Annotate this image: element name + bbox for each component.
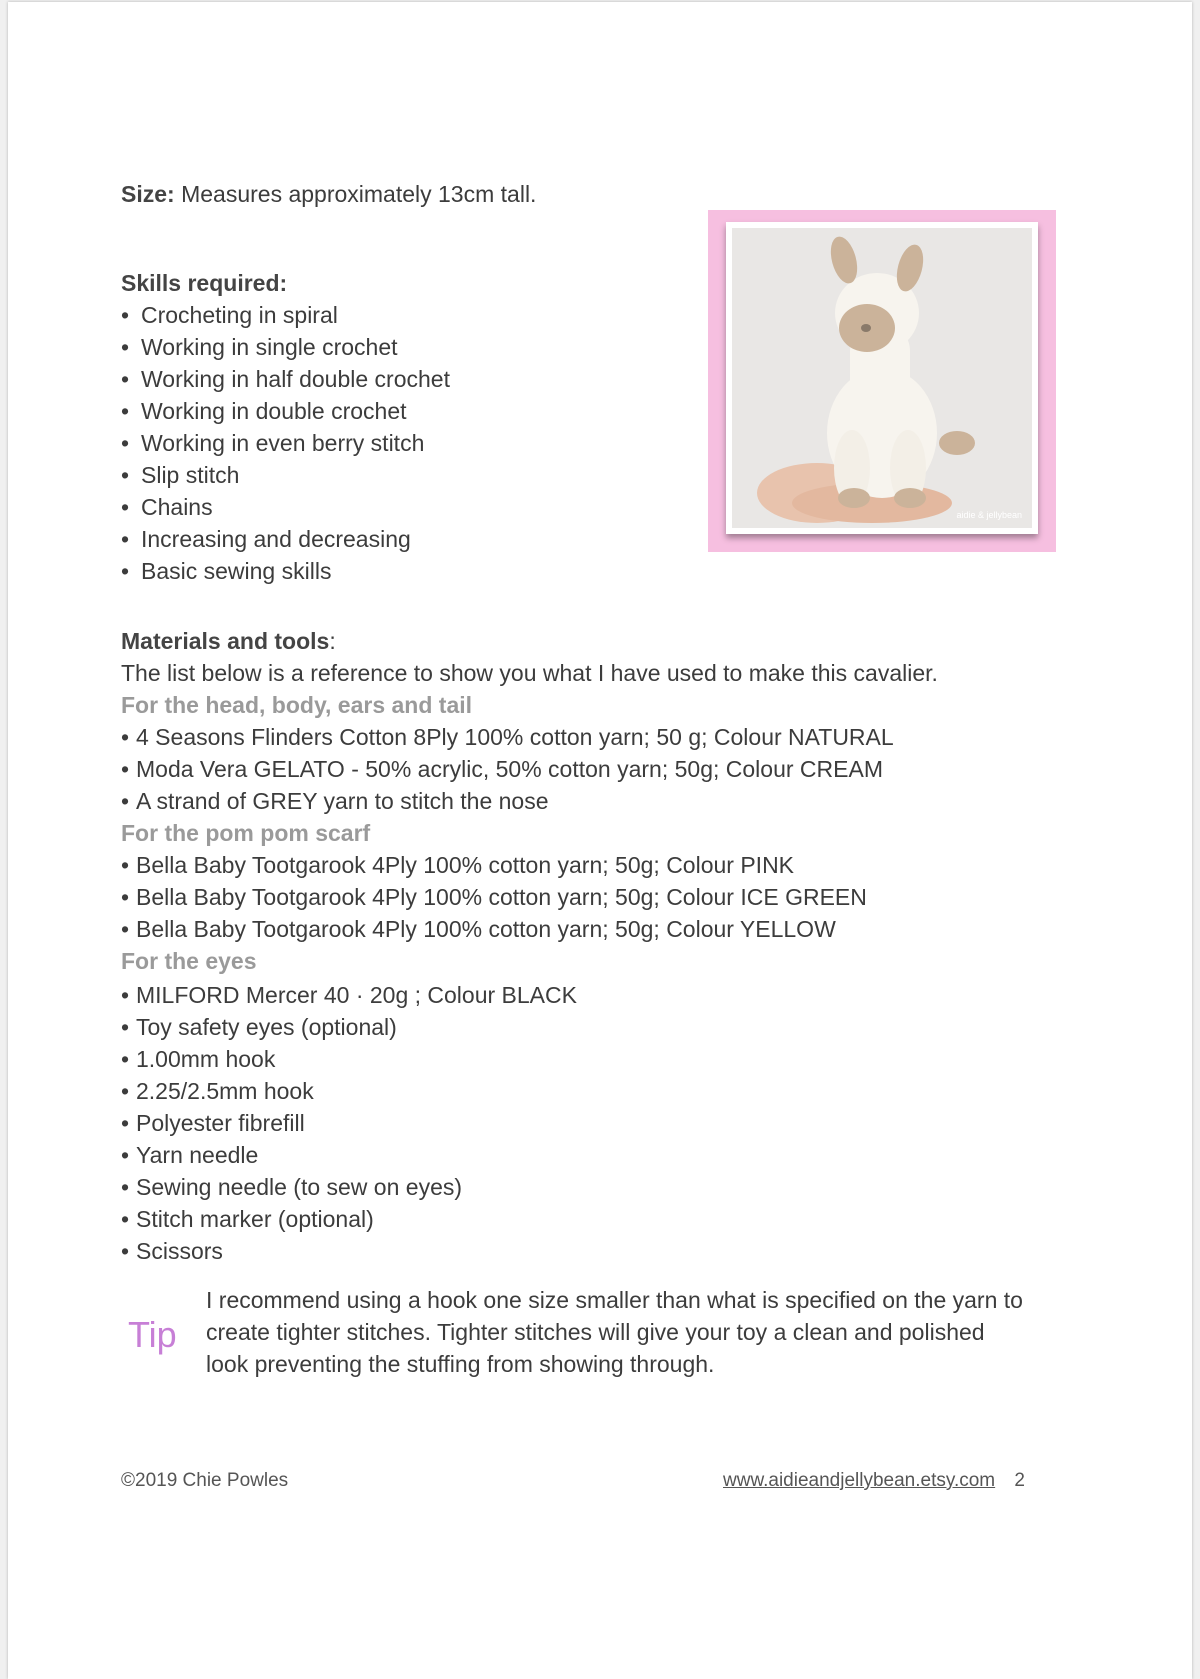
materials-heading-colon: :: [329, 628, 336, 654]
list-item: [121, 721, 938, 753]
size-label: Size:: [121, 181, 175, 207]
tip-label: Tip: [128, 1314, 177, 1355]
bullet-icon: •: [121, 788, 130, 814]
skills-list: [121, 299, 450, 587]
materials-group2-list: [121, 849, 938, 945]
list-item-text: Bella Baby Tootgarook 4Ply 100% cotton yarn; 50g; Colour ICE GREEN: [136, 884, 867, 910]
materials-group1-heading: For the head, body, ears and tail: [121, 692, 473, 718]
list-item: [121, 1171, 938, 1203]
product-photo-frame: [708, 210, 1056, 552]
product-photo-mat: [726, 222, 1038, 534]
list-item: [121, 881, 938, 913]
bullet-icon: •: [121, 1078, 130, 1104]
bullet-icon: •: [121, 1110, 130, 1136]
photo-watermark: aidie & jellybean: [956, 510, 1022, 520]
footer-copyright: ©2019 Chie Powles: [121, 1470, 289, 1491]
bullet-icon: •: [121, 756, 130, 782]
size-line: [121, 178, 536, 210]
bullet-icon: •: [121, 334, 130, 360]
materials-group3-list: [121, 979, 938, 1267]
list-item-text: Working in single crochet: [141, 334, 398, 360]
list-item-text: Slip stitch: [141, 462, 240, 488]
list-item: [121, 1107, 938, 1139]
tip-text: I recommend using a hook one size smaller than what is specified on the yarn to create tighter stitches. Tighter stitches will give your toy a clean and polished look preventing the stuffing from showing through.: [206, 1287, 1023, 1377]
list-item: [121, 1043, 938, 1075]
list-item-text: Bella Baby Tootgarook 4Ply 100% cotton yarn; 50g; Colour PINK: [136, 852, 795, 878]
materials-group3-heading: For the eyes: [121, 948, 257, 974]
list-item: [121, 491, 450, 523]
skills-heading: Skills required:: [121, 270, 288, 296]
bullet-icon: •: [121, 366, 130, 392]
bullet-icon: •: [121, 1142, 130, 1168]
footer-website-link[interactable]: www.aidieandjellybean.etsy.com: [723, 1470, 996, 1491]
bullet-icon: •: [121, 526, 130, 552]
list-item: [121, 753, 938, 785]
materials-section: [121, 625, 938, 1267]
bullet-icon: •: [121, 1014, 130, 1040]
bullet-icon: •: [121, 884, 130, 910]
list-item-text: 4 Seasons Flinders Cotton 8Ply 100% cotton yarn; 50 g; Colour NATURAL: [136, 724, 894, 750]
list-item: [121, 331, 450, 363]
bullet-icon: •: [121, 494, 130, 520]
skills-section: [121, 267, 450, 587]
bullet-icon: •: [121, 1206, 130, 1232]
list-item: [121, 299, 450, 331]
bullet-icon: •: [121, 982, 130, 1008]
list-item: [121, 979, 938, 1011]
list-item-text: Scissors: [136, 1238, 223, 1264]
page-number: 2: [1014, 1470, 1025, 1491]
list-item: [121, 523, 450, 555]
materials-heading: Materials and tools: [121, 628, 330, 654]
bullet-icon: •: [121, 1174, 130, 1200]
materials-group1-list: [121, 721, 938, 817]
list-item-text: Working in double crochet: [141, 398, 407, 424]
bullet-icon: •: [121, 916, 130, 942]
list-item: [121, 1011, 938, 1043]
list-item: [121, 1075, 938, 1107]
list-item-text: 1.00mm hook: [136, 1046, 276, 1072]
list-item-text: Toy safety eyes (optional): [136, 1014, 397, 1040]
list-item-text: Basic sewing skills: [141, 558, 332, 584]
list-item: [121, 395, 450, 427]
llama-amigurumi-photo: [732, 228, 1032, 528]
list-item: [121, 555, 450, 587]
list-item-text: A strand of GREY yarn to stitch the nose: [136, 788, 549, 814]
list-item-text: Increasing and decreasing: [141, 526, 411, 552]
list-item-text: Chains: [141, 494, 213, 520]
list-item: [121, 913, 938, 945]
list-item-text: 2.25/2.5mm hook: [136, 1078, 314, 1104]
list-item-text: Polyester fibrefill: [136, 1110, 305, 1136]
list-item: [121, 427, 450, 459]
materials-intro: The list below is a reference to show you what I have used to make this cavalier.: [121, 660, 938, 686]
list-item: [121, 459, 450, 491]
bullet-icon: •: [121, 1046, 130, 1072]
bullet-icon: •: [121, 852, 130, 878]
list-item: [121, 363, 450, 395]
bullet-icon: •: [121, 398, 130, 424]
list-item-text: Sewing needle (to sew on eyes): [136, 1174, 463, 1200]
list-item-text: MILFORD Mercer 40 · 20g ; Colour BLACK: [136, 982, 577, 1008]
list-item: [121, 1139, 938, 1171]
materials-group2-heading: For the pom pom scarf: [121, 820, 371, 846]
list-item: [121, 785, 938, 817]
document-page: [8, 2, 1192, 1679]
list-item-text: Yarn needle: [136, 1142, 259, 1168]
materials-heading-line: [121, 625, 938, 657]
bullet-icon: •: [121, 302, 130, 328]
list-item-text: Stitch marker (optional): [136, 1206, 374, 1232]
bullet-icon: •: [121, 462, 130, 488]
bullet-icon: •: [121, 558, 130, 584]
list-item: [121, 1235, 938, 1267]
bullet-icon: •: [121, 724, 130, 750]
bullet-icon: •: [121, 430, 130, 456]
size-text: Measures approximately 13cm tall.: [181, 181, 537, 207]
list-item: [121, 1203, 938, 1235]
list-item-text: Working in even berry stitch: [141, 430, 425, 456]
list-item-text: Working in half double crochet: [141, 366, 450, 392]
list-item-text: Moda Vera GELATO - 50% acrylic, 50% cotton yarn; 50g; Colour CREAM: [136, 756, 883, 782]
footer-right: [723, 1470, 1025, 1492]
list-item-text: Bella Baby Tootgarook 4Ply 100% cotton yarn; 50g; Colour YELLOW: [136, 916, 836, 942]
list-item-text: Crocheting in spiral: [141, 302, 338, 328]
bullet-icon: •: [121, 1238, 130, 1264]
list-item: [121, 849, 938, 881]
